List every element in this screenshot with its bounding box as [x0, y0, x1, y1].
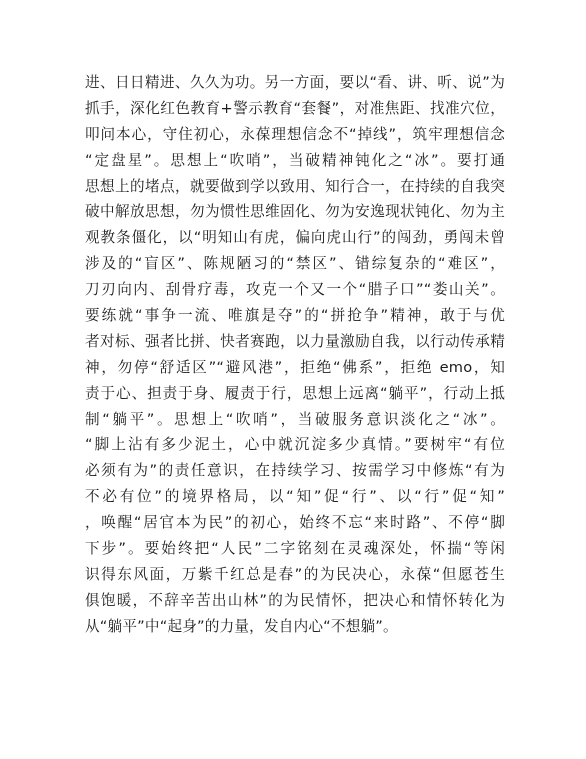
text-line: 刀刃向内、刮骨疗毒，攻克一个又一个“腊子口”“娄山关”。 — [85, 281, 505, 299]
text-line: 从“躺平”中“起身”的力量，发自内心“不想躺”。 — [85, 617, 398, 635]
text-line: 不必有位”的境界格局，以“知”促“行”、以“行”促“知” — [85, 488, 505, 506]
text-line: “脚上沾有多少泥土，心中就沉淀多少真情。”要树牢“有位 — [85, 436, 505, 454]
text-line: 制“躺平”。思想上“吹哨”，当破服务意识淡化之“冰”。 — [85, 410, 505, 428]
text-line: 叩问本心，守住初心，永葆理想信念不“掉线”，筑牢理想信念 — [85, 125, 505, 143]
text-line: 破中解放思想，勿为惯性思维固化、勿为安逸现状钝化、勿为主 — [85, 203, 505, 221]
text-line: 要练就“事争一流、唯旗是夺”的“拼抢争”精神，敢于与优 — [85, 307, 505, 325]
text-line: 观教条僵化，以“明知山有虎，偏向虎山行”的闯劲，勇闯未曾 — [85, 229, 505, 247]
text-line: 者对标、强者比拼、快者赛跑，以力量激励自我，以行动传承精 — [85, 332, 505, 350]
text-line: 抓手，深化红色教育+警示教育“套餐”，对准焦距、找准穴位， — [85, 99, 505, 117]
text-line: 神，勿停“舒适区”“避风港”，拒绝“佛系”，拒绝 emo，知 — [85, 358, 505, 376]
body-paragraph — [85, 70, 505, 640]
text-line: 责于心、担责于身、履责于行，思想上远离“躺平”，行动上抵 — [85, 384, 505, 402]
text-line: 识得东风面，万紫千红总是春”的为民决心，永葆“但愿苍生 — [85, 565, 505, 583]
text-line: 俱饱暖，不辞辛苦出山林”的为民情怀，把决心和情怀转化为 — [85, 591, 505, 609]
text-line: 必须有为”的责任意识，在持续学习、按需学习中修炼“有为 — [85, 462, 505, 480]
text-line: 涉及的“盲区”、陈规陋习的“禁区”、错综复杂的“难区”， — [85, 255, 505, 273]
text-line: “定盘星”。思想上“吹哨”，当破精神钝化之“冰”。要打通 — [85, 151, 505, 169]
text-line: 思想上的堵点，就要做到学以致用、知行合一，在持续的自我突 — [85, 177, 505, 195]
text-line: 下步”。要始终把“人民”二字铭刻在灵魂深处，怀揣“等闲 — [85, 540, 505, 558]
text-line: ，唤醒“居官本为民”的初心，始终不忘“来时路”、不停“脚 — [85, 514, 505, 532]
text-line: 进、日日精进、久久为功。另一方面，要以“看、讲、听、说”为 — [85, 74, 505, 91]
